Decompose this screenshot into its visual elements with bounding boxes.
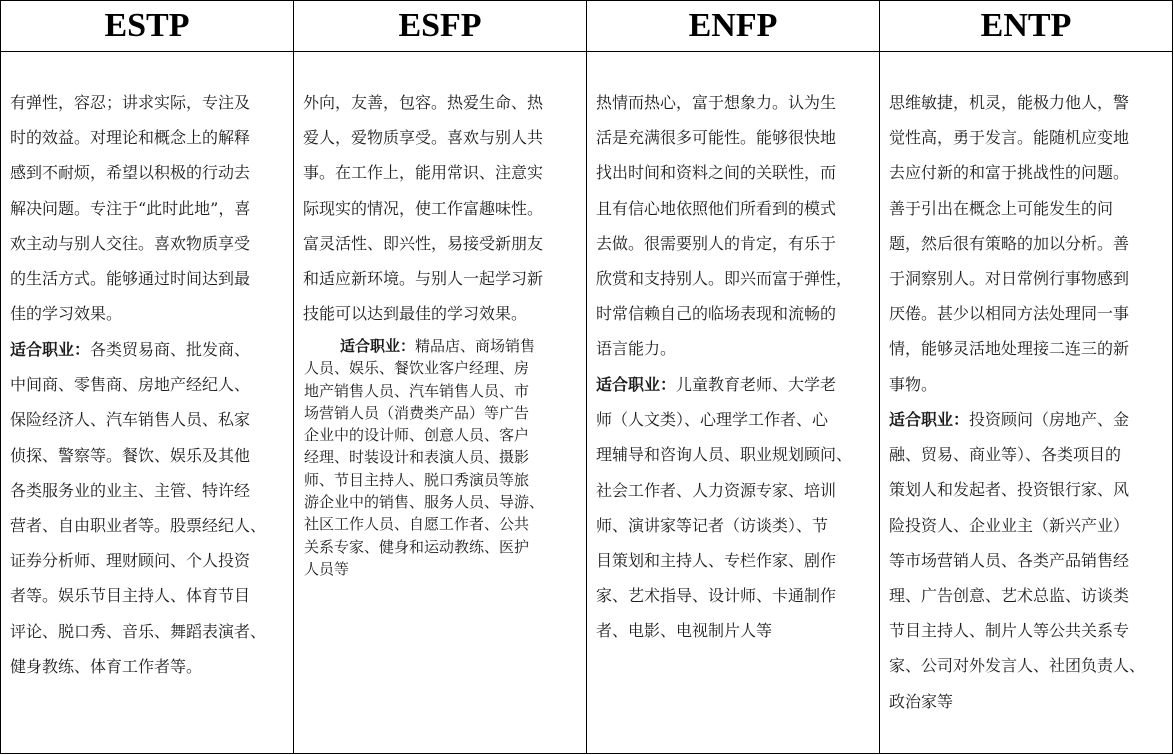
header-estp: ESTP bbox=[104, 7, 190, 44]
jobs-text: 精品店、商场销售 人员、娱乐、餐饮业客户经理、房 地产销售人员、汽车销售人员、市 场营销人员（消费类产品）等广告 企业中的设计师、创意人员、客户 经理、时装设计和表演人员、摄影 师、节目主持人、脱口秀演员等旅 游企业中的销售、服务人员、导游、 社区工作人员、自愿工作者、公共 关系专家、健身和运动教练、医护 人员等 bbox=[304, 337, 545, 578]
header-esfp: ESFP bbox=[398, 7, 482, 44]
header-enfp: ENFP bbox=[688, 7, 778, 44]
jobs-label: 适合职业： bbox=[340, 337, 416, 355]
description-entp: 思维敏捷，机灵，能极力他人，警 觉性高，勇于发言。能随机应变地 去应付新的和富于挑战性的问题。 善于引出在概念上可能发生的问 题，然后很有策略的加以分析。善 于洞察别人。对日常例行事物感到 厌倦。甚少以相同方法处理同一事 情，能够灵活地处理接二连三的新 事物。 bbox=[889, 93, 1130, 394]
jobs-entp bbox=[889, 402, 1145, 719]
jobs-label: 适合职业： bbox=[10, 340, 91, 359]
jobs-text: 儿童教育老师、大学老 师（人文类）、心理学工作者、心 理辅导和咨询人员、职业规划顾问、 社会工作者、人力资源专家、培训 师、演讲家等记者（访谈类）、节 目策划和主持人、专栏作家、剧作 家、艺术指导、设计师、卡通制作 者、电影、电视制片人等 bbox=[596, 375, 853, 641]
cell-entp bbox=[880, 52, 1172, 753]
description-enfp: 热情而热心，富于想象力。认为生 活是充满很多可能性。能够很快地 找出时间和资料之间的关联性，而 且有信心地依照他们所看到的模式 去做。很需要别人的肯定，有乐于 欣赏和支持别人。即兴而富于弹性， 时常信赖自己的临场表现和流畅的 语言能力。 bbox=[596, 93, 853, 359]
jobs-enfp bbox=[596, 367, 852, 649]
jobs-text: 投资顾问（房地产、金 融、贸易、商业等）、各类项目的 策划人和发起者、投资银行家、风 险投资人、企业业主（新兴产业） 等市场营销人员、各类产品销售经 理、广告创意、艺术总监、访谈类 节目主持人、制片人等公共关系专 家、公司对外发言人、社团负责人、 政治家等 bbox=[889, 410, 1146, 711]
jobs-text: 各类贸易商、批发商、 中间商、零售商、房地产经纪人、 保险经济人、汽车销售人员、私家 侦探、警察等。餐饮、娱乐及其他 各类服务业的业主、主管、特许经 营者、自由职业者等。股票经纪人、 证券分析师、理财顾问、个人投资 者等。娱乐节目主持人、体育节目 评论、脱口秀、音乐、舞蹈表演者、 健身教练、体育工作者等。 bbox=[10, 340, 267, 676]
header-entp: ENTP bbox=[980, 7, 1072, 44]
jobs-label: 适合职业： bbox=[889, 410, 970, 429]
cell-esfp bbox=[294, 52, 586, 753]
cell-enfp bbox=[587, 52, 879, 753]
description-esfp: 外向，友善，包容。热爱生命、热 爱人，爱物质享受。喜欢与别人共 事。在工作上，能用常识、注意实 际现实的情况，使工作富趣味性。 富灵活性、即兴性，易接受新朋友 和适应新环境。与别人一起学习新 技能可以达到最佳的学习效果。 bbox=[303, 93, 544, 324]
jobs-estp bbox=[10, 332, 266, 684]
jobs-esfp bbox=[304, 335, 544, 580]
description-estp: 有弹性，容忍；讲求实际，专注及 时的效益。对理论和概念上的解释 感到不耐烦，希望以积极的行动去 解决问题。专注于“此时此地”，喜 欢主动与别人交往。喜欢物质享受 的生活方式。能够通过时间达到最 佳的学习效果。 bbox=[10, 93, 251, 324]
jobs-label: 适合职业： bbox=[596, 375, 677, 394]
cell-estp bbox=[1, 52, 293, 753]
